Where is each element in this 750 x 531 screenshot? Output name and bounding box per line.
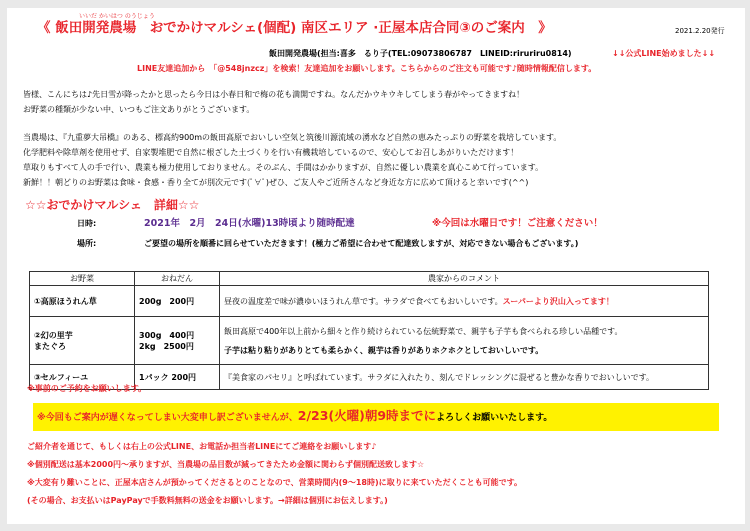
table-row [30,317,709,365]
intro-line: 新鮮！！朝どりのお野菜は食味・食感・香り全てが別次元です(ﾟ∀ﾟ)ぜひ、ご友人やご近所さんなど身近な方に広めて頂けると幸いです(^^) [23,178,529,187]
masaya-notice: ※大変有り難いことに、正屋本店さんが預かってくださるとのことなので、営業時間内(9～18時)に取りに来ていただくことも可能です。 [27,478,522,487]
table-header-row [30,272,709,286]
vegetable-table [29,271,709,390]
column-header: 農家からのコメント [220,272,709,286]
vegetable-price [135,317,220,365]
deadline-pre: ※今回もご案内が遅くなってしまい大変申し訳ございませんが、 [37,413,298,423]
place-label: 場所: [77,239,97,248]
table-row [30,286,709,317]
vegetable-name-line: またぐろ [34,341,66,351]
vegetable-price: 1パック 200円 [135,365,220,390]
vegetable-name-line: ②幻の里芋 [34,330,73,340]
column-header: おねだん [135,272,220,286]
vegetable-name [30,317,135,365]
vegetable-price: 200g 200円 [135,286,220,317]
price-line: 300g 400円 [139,330,195,340]
column-header: お野菜 [30,272,135,286]
comment-text: 昼夜の温度差で味が濃ゆいほうれん草です。サラダで食べてもおいしいです。 [224,296,503,306]
title-furigana: いいだ かいはつ のうじょう [79,13,155,20]
intro-line: 当農場は、『九重夢大吊橋』のある、標高約900mの飯田高原でおいしい空気と筑後川源流域の湧水など自然の恵みたっぷりの野菜を栽培しています。 [23,133,562,142]
advance-reservation-notice: ※事前のご予約をお願いします。 [27,384,147,393]
comment-highlight: スーパーより沢山入ってます！ [502,296,614,306]
contact-info: 飯田開発農場(担当:喜多 るり子(TEL:09073806787 LINEID:riruriru0814) [269,49,572,58]
intro-line: 草取りもすべて人の手で行い、農業も極力使用しておりません。そのぶん、手間はかかりますが、自然に優しい農業を真心こめて行っています。 [23,163,544,172]
vegetable-comment: 『美食家のパセリ』と呼ばれています。サラダに入れたり、刻んでドレッシングに混ぜると豊かな香りでおいしいです。 [220,365,709,390]
delivery-notice: ※個別配送は基本2000円～承りますが、当農場の品目数が減ってきたため金額に関わらず個別配送致します☆ [27,460,425,469]
price-line: 2kg 2500円 [139,341,194,351]
place-value: ご要望の場所を順番に回らせていただきます！(極力ご希望に合わせて配達致しますが、対応できない場合もございます。) [144,239,579,248]
deadline-date: 2/23(火曜)朝9時までに [297,408,437,423]
comment-text: 飯田高原で400年以上前から細々と作り続けられている伝統野菜で、親芋も子芋も食べられる珍しい品種です。 [224,326,623,336]
intro-line: お野菜の種類が少ない中、いつもご注文ありがとうございます。 [23,105,255,114]
intro-line: 化学肥料や除草剤を使用せず、自家製堆肥で自然に根ざした土づくりを行い有機栽培しているので、安心してお召しあがりいただけます！ [23,148,519,157]
document-page [7,8,745,524]
vegetable-comment [220,317,709,365]
date-label: 日時: [77,219,97,228]
official-line-notice: ↓↓公式LINE始めました↓↓ [612,49,716,58]
page-title: 《 飯田開発農場 おでかけマルシェ(個配) 南区エリア ·正屋本店合同③のご案内 》 [37,20,552,36]
introduce-notice: ご紹介者を通じて、もしくは右上の公式LINE、お電話か担当者LINEにてご連絡をお願いします♪ [27,442,377,451]
comment-text: 子芋は粘り粘りがありとても柔らかく、親芋は香りがありホクホクとしておいしいです。 [224,345,544,355]
issue-date: 2021.2.20発行 [675,27,725,35]
deadline-post: よろしくお願いいたします。 [436,413,553,423]
line-friend-add: LINE友達追加から 「@548jnzcz」を検索！友達追加をお願いします。こちらからのご注文も可能です♪随時情報配信します。 [137,64,597,73]
intro-line: 皆様、こんにちは♪先日雪が降ったかと思ったら今日は小春日和で梅の花も満開ですね。なんだかウキウキしてしまう春がやってきますね！ [23,90,525,99]
vegetable-name: ①高原ほうれん草 [30,286,135,317]
vegetable-comment [220,286,709,317]
marche-heading: ☆☆おでかけマルシェ 詳細☆☆ [25,198,200,212]
vegetable-name: ③セルフィーユ [30,365,135,390]
date-value: 2021年 2月 24日(水曜)13時頃より随時配達 [144,218,355,229]
deadline-notice [37,410,552,423]
payment-notice: (その場合、お支払いはPayPayで手数料無料の送金をお願いします。→詳細は個別にお伝えします。) [27,496,388,505]
date-note: ※今回は水曜日です！ご注意ください！ [432,218,603,229]
